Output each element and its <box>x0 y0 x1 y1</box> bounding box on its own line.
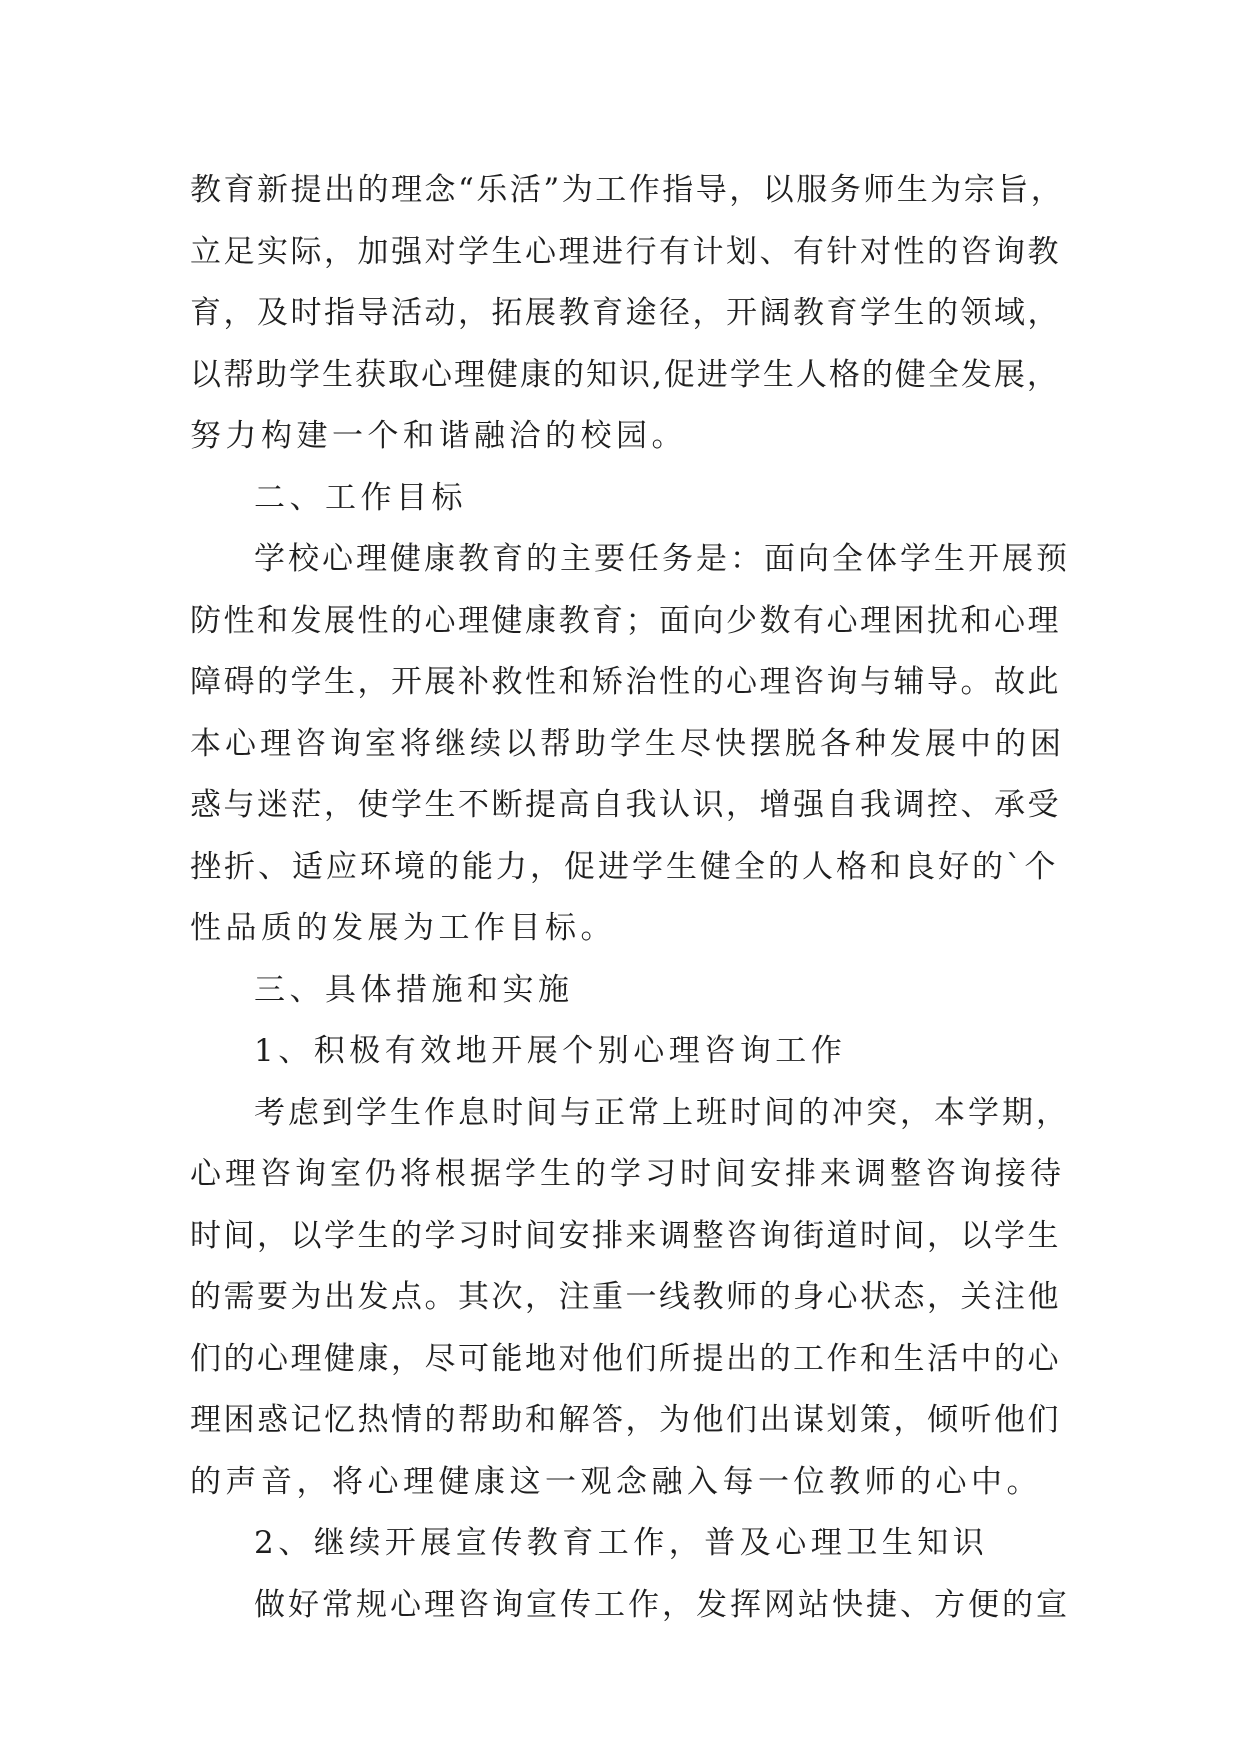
text-line: 惑与迷茫，使学生不断提高自我认识，增强自我调控、承受 <box>190 787 1061 823</box>
text-line: 性品质的发展为工作目标。 <box>190 910 616 946</box>
text-line: 障碍的学生，开展补救性和矫治性的心理咨询与辅导。故此 <box>190 664 1061 700</box>
text-line: 教育新提出的理念“乐活”为工作指导，以服务师生为宗旨， <box>190 172 1065 208</box>
text-line: 努力构建一个和谐融洽的校园。 <box>190 418 687 454</box>
text-line: 心理咨询室仍将根据学生的学习时间安排来调整咨询接待 <box>190 1156 1065 1192</box>
section-heading: 三、具体措施和实施 <box>254 971 574 1008</box>
text-line: 的需要为出发点。其次，注重一线教师的身心状态，关注他 <box>190 1279 1061 1315</box>
paragraph-start: 做好常规心理咨询宣传工作，发挥网站快捷、方便的宣 <box>254 1586 1070 1623</box>
text-line: 挫折、适应环境的能力，促进学生健全的人格和良好的`个 <box>190 848 1059 885</box>
text-line: 防性和发展性的心理健康教育；面向少数有心理困扰和心理 <box>190 602 1061 639</box>
text-line: 育，及时指导活动，拓展教育途径，开阔教育学生的领域， <box>190 295 1061 331</box>
paragraph-start: 考虑到学生作息时间与正常上班时间的冲突，本学期， <box>254 1094 1070 1131</box>
text-line: 立足实际，加强对学生心理进行有计划、有针对性的咨询教 <box>190 233 1061 270</box>
subsection-heading: 1、积极有效地开展个别心理咨询工作 <box>254 1033 847 1069</box>
section-heading: 二、工作目标 <box>254 479 467 516</box>
paragraph-start: 学校心理健康教育的主要任务是：面向全体学生开展预 <box>254 541 1070 577</box>
text-line: 理困惑记忆热情的帮助和解答，为他们出谋划策，倾听他们 <box>190 1402 1061 1438</box>
text-line: 本心理咨询室将继续以帮助学生尽快摆脱各种发展中的困 <box>190 725 1065 762</box>
document-body <box>190 160 1070 1636</box>
text-line: 们的心理健康，尽可能地对他们所提出的工作和生活中的心 <box>190 1340 1061 1377</box>
text-line: 时间，以学生的学习时间安排来调整咨询街道时间，以学生 <box>190 1217 1061 1254</box>
subsection-heading: 2、继续开展宣传教育工作，普及心理卫生知识 <box>254 1525 989 1561</box>
text-line: 以帮助学生获取心理健康的知识,促进学生人格的健全发展， <box>190 356 1060 393</box>
text-line: 的声音，将心理健康这一观念融入每一位教师的心中。 <box>190 1463 1042 1500</box>
